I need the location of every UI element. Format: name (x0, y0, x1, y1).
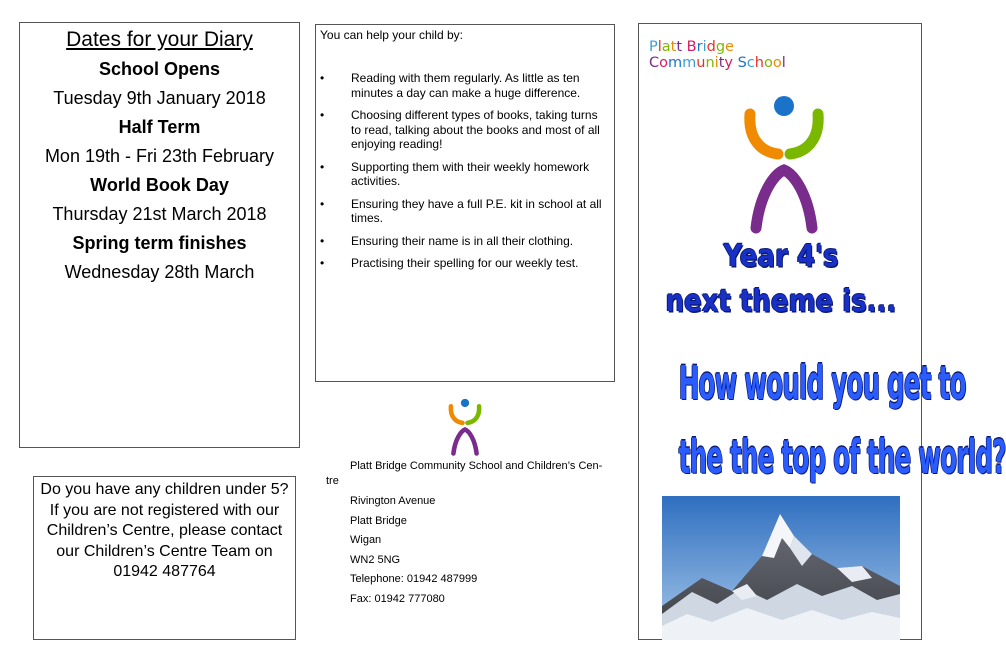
cc-line: Do you have any children under 5? (40, 481, 289, 498)
bullet-icon: • (320, 196, 325, 211)
list-item-text: Ensuring their name is in all their clothing. (351, 233, 574, 248)
list-item (316, 108, 614, 152)
address-area: Platt Bridge (350, 515, 407, 527)
list-item (316, 71, 614, 100)
bullet-icon: • (320, 108, 325, 122)
school-name-line1: Platt Bridge (649, 39, 734, 55)
date-heading-school-opens: School Opens (98, 59, 221, 79)
address-town: Wigan (350, 534, 382, 546)
date-spring-term: Wednesday 28th March (64, 262, 255, 282)
list-item-text: Choosing different types of books, taking turns to read, talking about the books and most of all enjoying reading! (351, 108, 600, 151)
bullet-icon: • (320, 233, 325, 248)
address-name-line1: Platt Bridge Community School and Children’s Cen- (350, 460, 603, 472)
help-intro: You can help your child by: (320, 28, 463, 42)
address-postcode: WN2 5NG (350, 554, 401, 566)
date-heading-half-term: Half Term (118, 117, 201, 137)
date-school-opens: Tuesday 9th January 2018 (53, 88, 266, 108)
date-half-term: Mon 19th - Fri 23th February (44, 146, 275, 166)
theme-question-line2: the the top of the world? (678, 431, 1006, 485)
list-item (316, 197, 614, 226)
date-heading-world-book-day: World Book Day (90, 175, 229, 195)
theme-line2: next theme is... (665, 284, 897, 320)
dates-title: Dates for your Diary (66, 28, 253, 51)
mountain-image (662, 496, 900, 640)
date-world-book-day: Thursday 21st March 2018 (52, 204, 267, 224)
list-item-text: Supporting them with their weekly homework activities. (351, 159, 590, 188)
cc-line: If you are not registered with our (49, 501, 280, 519)
cc-line: Children’s Centre, please contact (46, 522, 283, 539)
list-item (316, 256, 614, 271)
bullet-icon: • (320, 159, 325, 174)
childrens-centre-panel (33, 476, 296, 640)
list-item (316, 234, 614, 249)
address-name-line2: tre (326, 475, 339, 487)
help-panel (315, 24, 615, 382)
theme-line1: Year 4's (723, 239, 839, 275)
address-fax: Fax: 01942 777080 (350, 593, 445, 605)
school-name (649, 39, 786, 71)
bullet-icon: • (320, 71, 325, 85)
bullet-icon: • (320, 256, 325, 270)
address-telephone: Telephone: 01942 487999 (350, 573, 478, 585)
list-item-text: Practising their spelling for our weekly test. (351, 256, 579, 270)
cover-panel (638, 23, 1006, 640)
address-street: Rivington Avenue (350, 495, 436, 507)
school-logo-large-icon (744, 94, 824, 234)
list-item (316, 160, 614, 189)
school-logo-icon (445, 398, 485, 456)
list-item-text: Reading with them regularly. As little as ten minutes a day can make a huge difference. (351, 71, 581, 100)
list-item-text: Ensuring they have a full P.E. kit in school at all times. (351, 196, 602, 225)
theme-question-line1: How would you get to (678, 357, 966, 411)
date-heading-spring-term: Spring term finishes (72, 233, 247, 253)
dates-panel (19, 22, 300, 448)
help-list (316, 71, 614, 279)
cc-phone: 01942 487764 (113, 563, 216, 580)
school-name-line2: Community School (649, 55, 786, 71)
cc-line: our Children’s Centre Team on (56, 542, 273, 560)
